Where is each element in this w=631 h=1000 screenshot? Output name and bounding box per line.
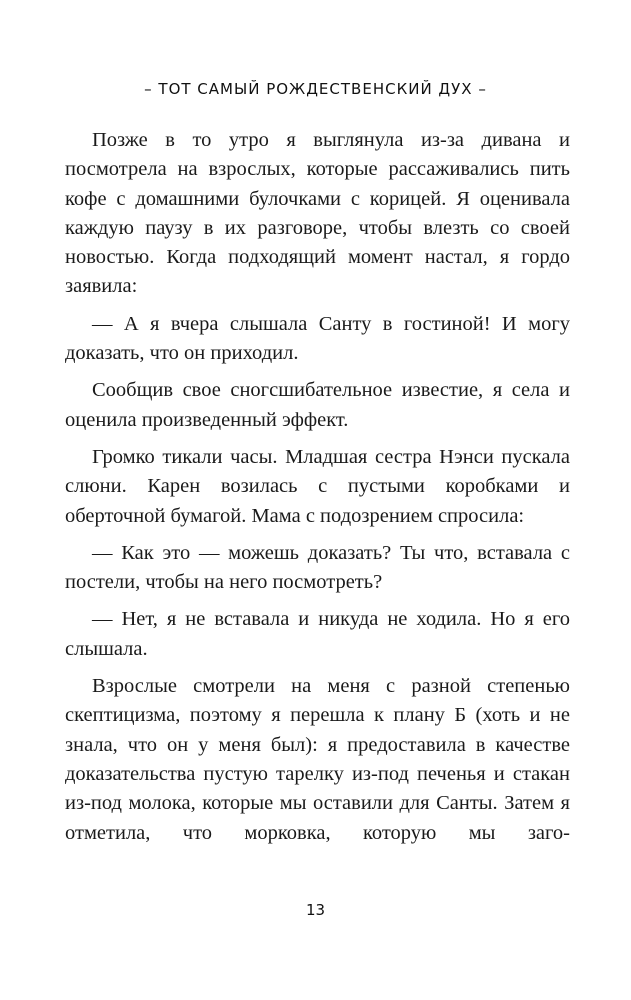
running-header: – ТОТ САМЫЙ РОЖДЕСТВЕНСКИЙ ДУХ –: [144, 80, 487, 98]
paragraph: Сообщив свое сногсшибательное известие, я села и оценила произведенный эффект.: [65, 379, 570, 431]
paragraph: Взрослые смотрели на меня с разной степенью скептицизма, поэтому я перешла к плану Б (хоть и не знала, что он у меня был): я предоставила в качестве доказательства пустую тарелку из-под печенья и стакан из-под молока, которые мы оставили для Санты. Затем я отметила, что морковка, которую мы заго-: [65, 675, 570, 844]
paragraph: Громко тикали часы. Младшая сестра Нэнси пускала слюни. Карен возилась с пустыми коробками и оберточной бумагой. Мама с подозрением спросила:: [65, 445, 570, 527]
body-text: [65, 126, 570, 856]
dialogue-paragraph: — А я вчера слышала Санту в гостиной! И могу доказать, что он приходил.: [65, 312, 570, 365]
dialogue-paragraph: — Нет, я не вставала и никуда не ходила. Но я его слышала.: [65, 608, 570, 660]
page-number: 13: [305, 901, 326, 919]
dialogue-paragraph: — Как это — можешь доказать? Ты что, вставала с постели, чтобы на него посмотреть?: [65, 541, 570, 594]
paragraph: Позже в то утро я выглянула из-за дивана и посмотрела на взрослых, которые рассаживались пить кофе с домашними булочками с корицей. Я оценивала каждую паузу в их разговоре, чтобы влезть со своей новостью. Когда подходящий момент настал, я гордо заявила:: [65, 129, 570, 298]
